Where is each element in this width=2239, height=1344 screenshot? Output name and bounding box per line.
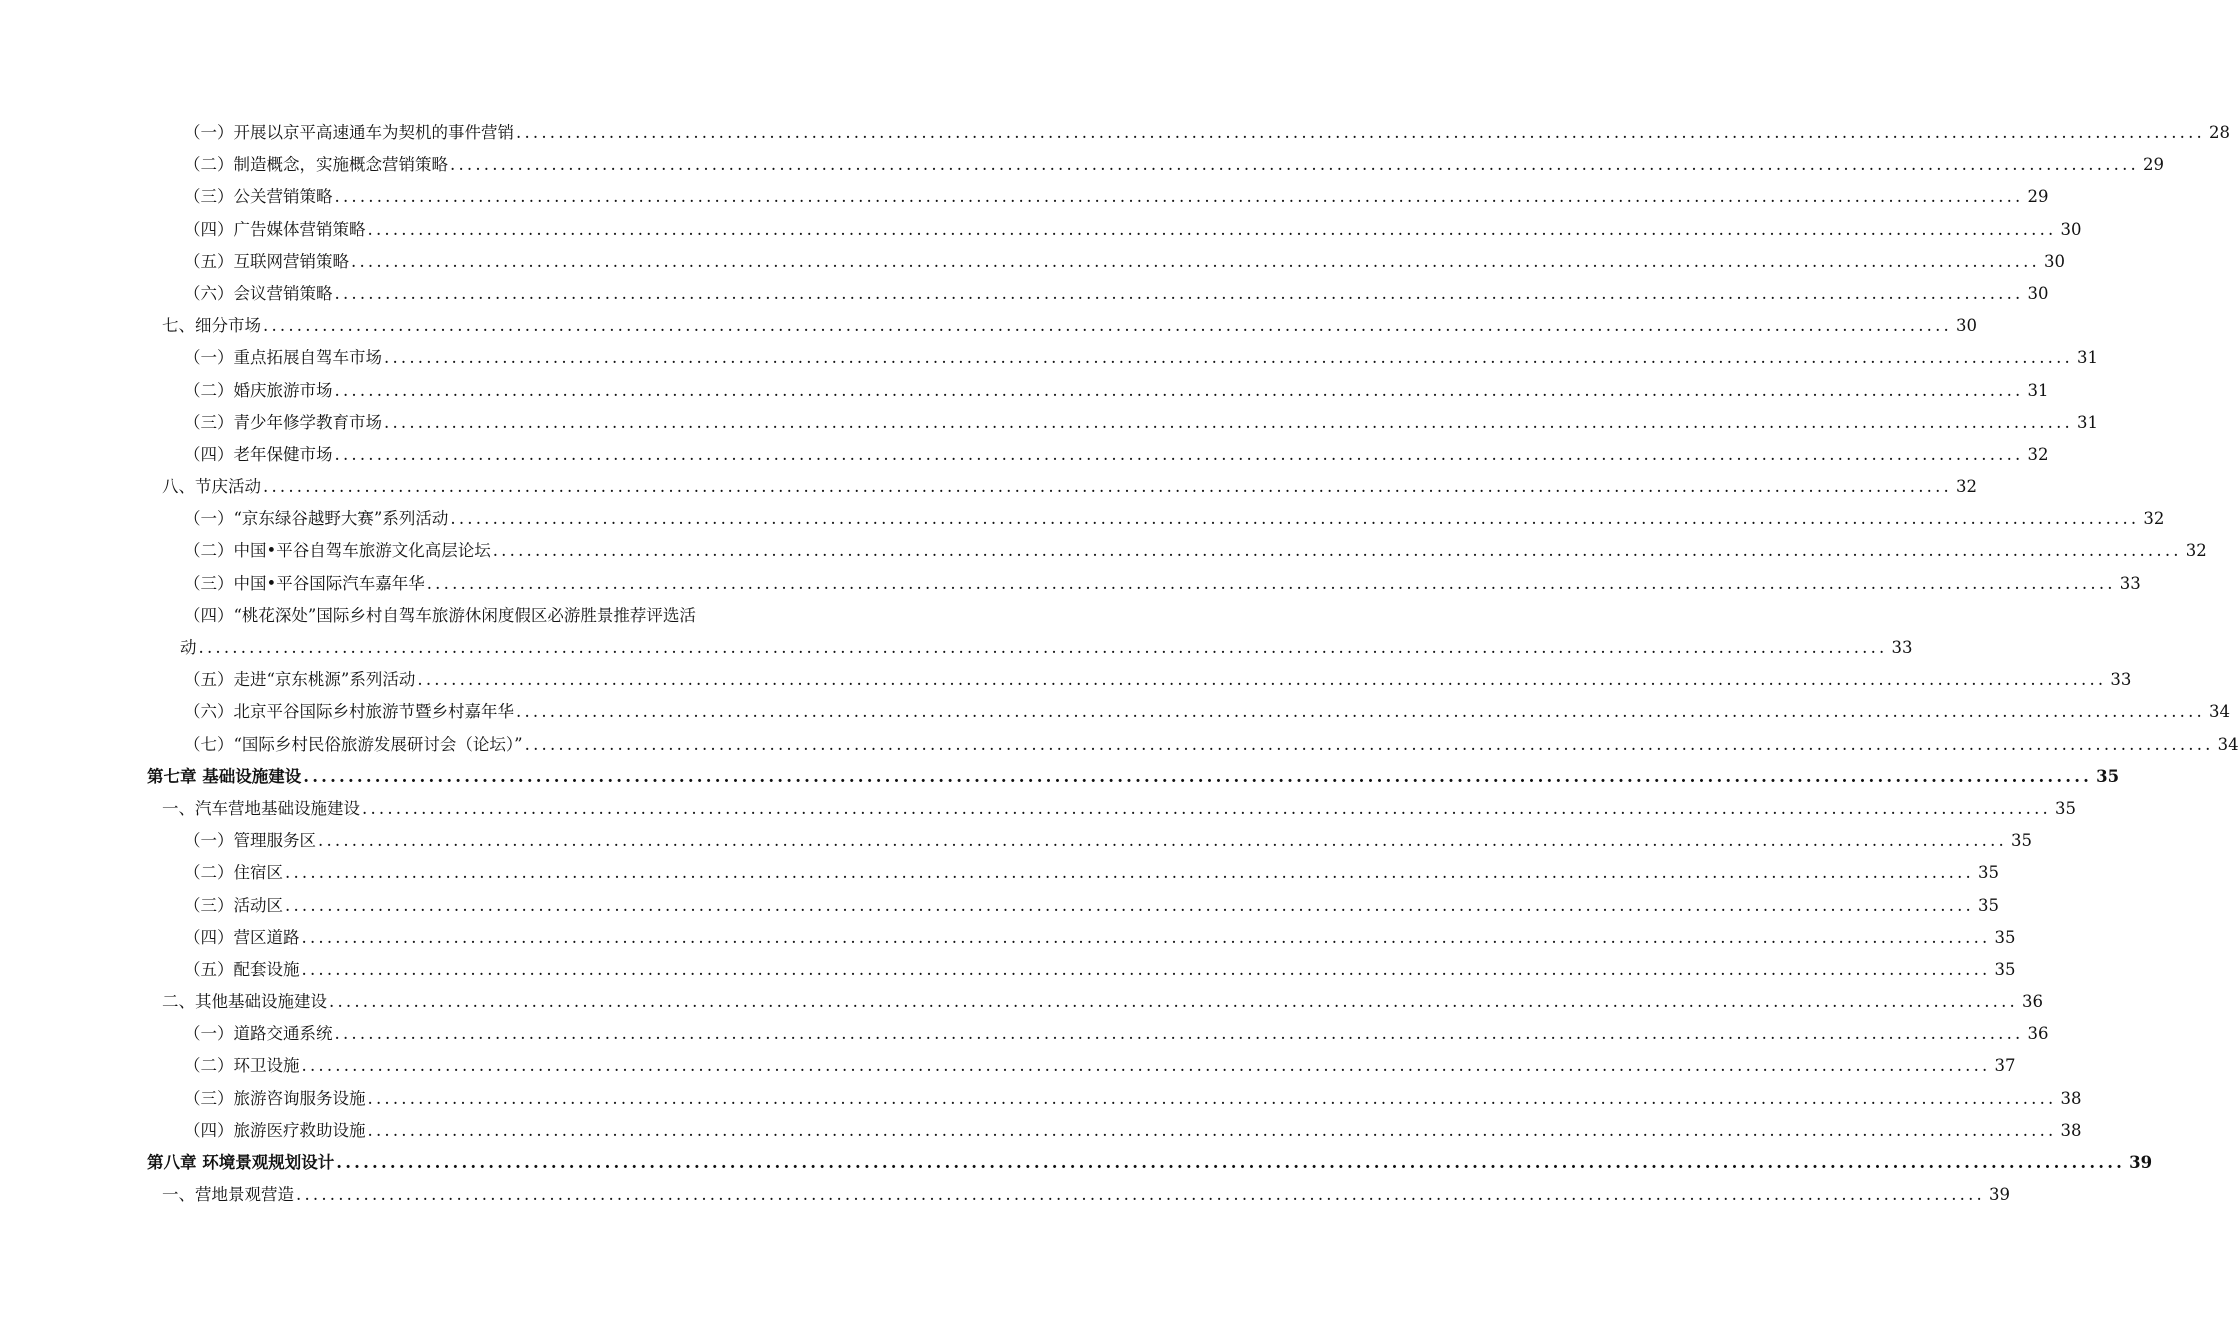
dot-leader: ........................................................................................................................................................................................................ [336, 1153, 2126, 1172]
toc-entry-title-continuation: 动 [180, 638, 197, 657]
toc-entry-page-number: 35 [2010, 831, 2032, 851]
toc-subsection-entry[interactable] [0, 695, 2230, 727]
toc-subsection-entry[interactable] [0, 1017, 2049, 1049]
table-of-contents [0, 116, 2239, 1210]
toc-entry-title: 七、细分市场 [162, 316, 261, 336]
dot-leader: ........................................................................................................................................................................................................ [384, 348, 2073, 368]
toc-section-entry[interactable] [0, 1178, 2010, 1210]
dot-leader: ........................................................................................................................................................................................................ [334, 187, 2024, 207]
toc-entry-title: （四）老年保健市场 [184, 444, 333, 464]
toc-entry-page-number: 33 [2119, 573, 2141, 593]
toc-subsection-entry[interactable] [0, 921, 2016, 953]
toc-entry-title: （五）走进“京东桃源”系列活动 [184, 670, 416, 690]
toc-entry-page-number: 30 [2060, 219, 2082, 239]
toc-entry-page-number: 37 [1994, 1056, 2016, 1076]
toc-entry-page-number: 28 [2208, 123, 2230, 142]
toc-entry-page-number: 35 [1994, 927, 2016, 947]
toc-subsection-entry[interactable] [0, 406, 2098, 438]
toc-entry-title: （一）开展以京平高速通车为契机的事件营销 [184, 123, 514, 142]
toc-chapter-entry[interactable] [0, 760, 2120, 792]
toc-entry-title: （五）配套设施 [184, 959, 300, 979]
toc-subsection-entry[interactable] [0, 148, 2164, 180]
toc-subsection-entry[interactable] [0, 180, 2049, 212]
toc-chapter-entry[interactable] [0, 1146, 2153, 1178]
toc-entry-title: （四）广告媒体营销策略 [184, 219, 366, 239]
toc-entry-page-number: 39 [2129, 1153, 2153, 1172]
toc-subsection-entry[interactable] [0, 663, 2132, 695]
toc-entry-title: （二）制造概念，实施概念营销策略 [184, 155, 448, 175]
toc-entry-title: （三）中国•平谷国际汽车嘉年华 [184, 573, 425, 593]
dot-leader: ........................................................................................................................................................................................................ [450, 509, 2140, 529]
toc-entry-title: （三）活动区 [184, 895, 283, 915]
dot-leader: ........................................................................................................................................................................................................ [303, 766, 2093, 786]
toc-entry-title: 一、营地景观营造 [162, 1185, 294, 1205]
toc-subsection-entry[interactable] [0, 856, 1999, 888]
toc-subsection-entry[interactable] [0, 824, 2032, 856]
toc-entry-page-number: 33 [1891, 638, 1913, 657]
dot-leader: ........................................................................................................................................................................................................ [417, 670, 2107, 690]
toc-entry-page-number: 30 [2043, 251, 2065, 271]
dot-leader: ........................................................................................................................................................................................................ [367, 1120, 2057, 1140]
dot-leader: ........................................................................................................................................................................................................ [367, 1088, 2057, 1108]
toc-entry-title: （一）重点拓展自驾车市场 [184, 348, 382, 368]
toc-subsection-entry[interactable] [0, 374, 2049, 406]
toc-entry-page-number: 34 [2217, 734, 2239, 754]
toc-entry-page-number: 32 [2027, 444, 2049, 464]
dot-leader: ........................................................................................................................................................................................................ [516, 123, 2205, 142]
dot-leader: ........................................................................................................................................................................................................ [334, 1024, 2024, 1044]
toc-entry-title: （二）中国•平谷自驾车旅游文化高层论坛 [184, 541, 491, 561]
toc-entry-page-number: 31 [2076, 348, 2098, 368]
dot-leader: ........................................................................................................................................................................................................ [285, 863, 1974, 883]
dot-leader: ........................................................................................................................................................................................................ [334, 444, 2024, 464]
toc-entry-page-number: 38 [2060, 1088, 2082, 1108]
toc-entry-title: （五）互联网营销策略 [184, 251, 349, 271]
toc-subsection-entry[interactable] [0, 277, 2049, 309]
toc-entry-page-number: 30 [1955, 316, 1977, 336]
toc-entry-title: 二、其他基础设施建设 [162, 992, 327, 1012]
toc-entry-title: （四）“桃花深处”国际乡村自驾车旅游休闲度假区必游胜景推荐评选活 [184, 605, 696, 625]
toc-subsection-entry[interactable] [0, 889, 1999, 921]
toc-entry-page-number: 33 [2110, 670, 2132, 690]
toc-subsection-entry[interactable] [0, 728, 2239, 760]
dot-leader: ........................................................................................................................................................................................................ [367, 219, 2057, 239]
toc-entry-title: （一）管理服务区 [184, 831, 316, 851]
toc-section-entry[interactable] [0, 985, 2043, 1017]
toc-subsection-entry[interactable] [0, 341, 2098, 373]
toc-subsection-entry[interactable] [0, 245, 2065, 277]
toc-entry-page-number: 32 [1955, 477, 1977, 497]
toc-entry-page-number: 35 [1994, 959, 2016, 979]
toc-entry-title: （三）公关营销策略 [184, 187, 333, 207]
toc-subsection-entry[interactable] [0, 502, 2165, 534]
dot-leader: ........................................................................................................................................................................................................ [318, 831, 2007, 851]
dot-leader: ........................................................................................................................................................................................................ [351, 251, 2040, 271]
toc-entry-title: （一）道路交通系统 [184, 1024, 333, 1044]
dot-leader: ........................................................................................................................................................................................................ [263, 316, 1952, 336]
dot-leader: ........................................................................................................................................................................................................ [426, 573, 2116, 593]
dot-leader: ........................................................................................................................................................................................................ [492, 541, 2182, 561]
toc-entry-title: （六）北京平谷国际乡村旅游节暨乡村嘉年华 [184, 702, 514, 722]
toc-subsection-entry[interactable] [0, 953, 2016, 985]
toc-entry-title: （七）“国际乡村民俗旅游发展研讨会（论坛）” [184, 734, 523, 754]
toc-entry-page-number: 29 [2027, 187, 2049, 207]
dot-leader: ........................................................................................................................................................................................................ [384, 412, 2073, 432]
toc-subsection-entry[interactable] [0, 116, 2230, 148]
dot-leader: ........................................................................................................................................................................................................ [285, 895, 1974, 915]
toc-entry-title: （四）旅游医疗救助设施 [184, 1120, 366, 1140]
toc-entry-page-number: 36 [2027, 1024, 2049, 1044]
toc-entry-page-number: 35 [1977, 895, 1999, 915]
dot-leader: ........................................................................................................................................................................................................ [524, 734, 2214, 754]
toc-entry[interactable] [0, 599, 950, 631]
toc-section-entry[interactable] [0, 470, 1977, 502]
toc-subsection-entry[interactable] [0, 534, 2207, 566]
dot-leader: ........................................................................................................................................................................................................ [301, 959, 1991, 979]
dot-leader: ........................................................................................................................................................................................................ [301, 927, 1991, 947]
toc-entry-title: 一、汽车营地基础设施建设 [162, 798, 360, 818]
toc-entry-page-number: 38 [2060, 1120, 2082, 1140]
toc-entry-title: （六）会议营销策略 [184, 283, 333, 303]
toc-entry-title: （二）住宿区 [184, 863, 283, 883]
toc-entry-page-number: 35 [1977, 863, 1999, 883]
toc-entry-continuation[interactable] [0, 631, 1913, 663]
toc-entry-page-number: 35 [2054, 798, 2076, 818]
toc-subsection-entry[interactable] [0, 567, 2141, 599]
dot-leader: ........................................................................................................................................................................................................ [516, 702, 2205, 722]
dot-leader: ........................................................................................................................................................................................................ [301, 1056, 1991, 1076]
toc-entry-page-number: 36 [2021, 992, 2043, 1012]
dot-leader: ........................................................................................................................................................................................................ [329, 992, 2018, 1012]
toc-subsection-entry[interactable] [0, 1114, 2082, 1146]
toc-entry-title: （二）环卫设施 [184, 1056, 300, 1076]
toc-entry-page-number: 31 [2027, 380, 2049, 400]
dot-leader: ........................................................................................................................................................................................................ [263, 477, 1952, 497]
dot-leader: ........................................................................................................................................................................................................ [296, 1185, 1985, 1205]
toc-entry-title: （二）婚庆旅游市场 [184, 380, 333, 400]
toc-entry-title: 第七章 基础设施建设 [147, 766, 302, 786]
toc-entry-title: 八、节庆活动 [162, 477, 261, 497]
toc-entry-page-number: 39 [1988, 1185, 2010, 1205]
toc-entry-page-number: 29 [2142, 155, 2164, 175]
toc-entry-title: （三）青少年修学教育市场 [184, 412, 382, 432]
dot-leader: ........................................................................................................................................................................................................ [334, 283, 2024, 303]
toc-entry-title: （一）“京东绿谷越野大赛”系列活动 [184, 509, 449, 529]
toc-section-entry[interactable] [0, 792, 2076, 824]
toc-subsection-entry[interactable] [0, 213, 2082, 245]
toc-entry-page-number: 35 [2096, 766, 2120, 786]
dot-leader: ........................................................................................................................................................................................................ [334, 380, 2024, 400]
toc-subsection-entry[interactable] [0, 1049, 2016, 1081]
toc-entry-page-number: 30 [2027, 283, 2049, 303]
toc-subsection-entry[interactable] [0, 1082, 2082, 1114]
dot-leader: ........................................................................................................................................................................................................ [198, 638, 1888, 657]
dot-leader: ........................................................................................................................................................................................................ [450, 155, 2139, 175]
toc-entry-page-number: 32 [2143, 509, 2165, 529]
toc-entry-title: 第八章 环境景观规划设计 [147, 1153, 335, 1172]
toc-entry-title: （三）旅游咨询服务设施 [184, 1088, 366, 1108]
toc-section-entry[interactable] [0, 309, 1977, 341]
toc-entry-title: （四）营区道路 [184, 927, 300, 947]
toc-subsection-entry[interactable] [0, 438, 2049, 470]
toc-entry-page-number: 31 [2076, 412, 2098, 432]
toc-entry-page-number: 34 [2208, 702, 2230, 722]
dot-leader: ........................................................................................................................................................................................................ [362, 798, 2051, 818]
toc-entry-page-number: 32 [2185, 541, 2207, 561]
